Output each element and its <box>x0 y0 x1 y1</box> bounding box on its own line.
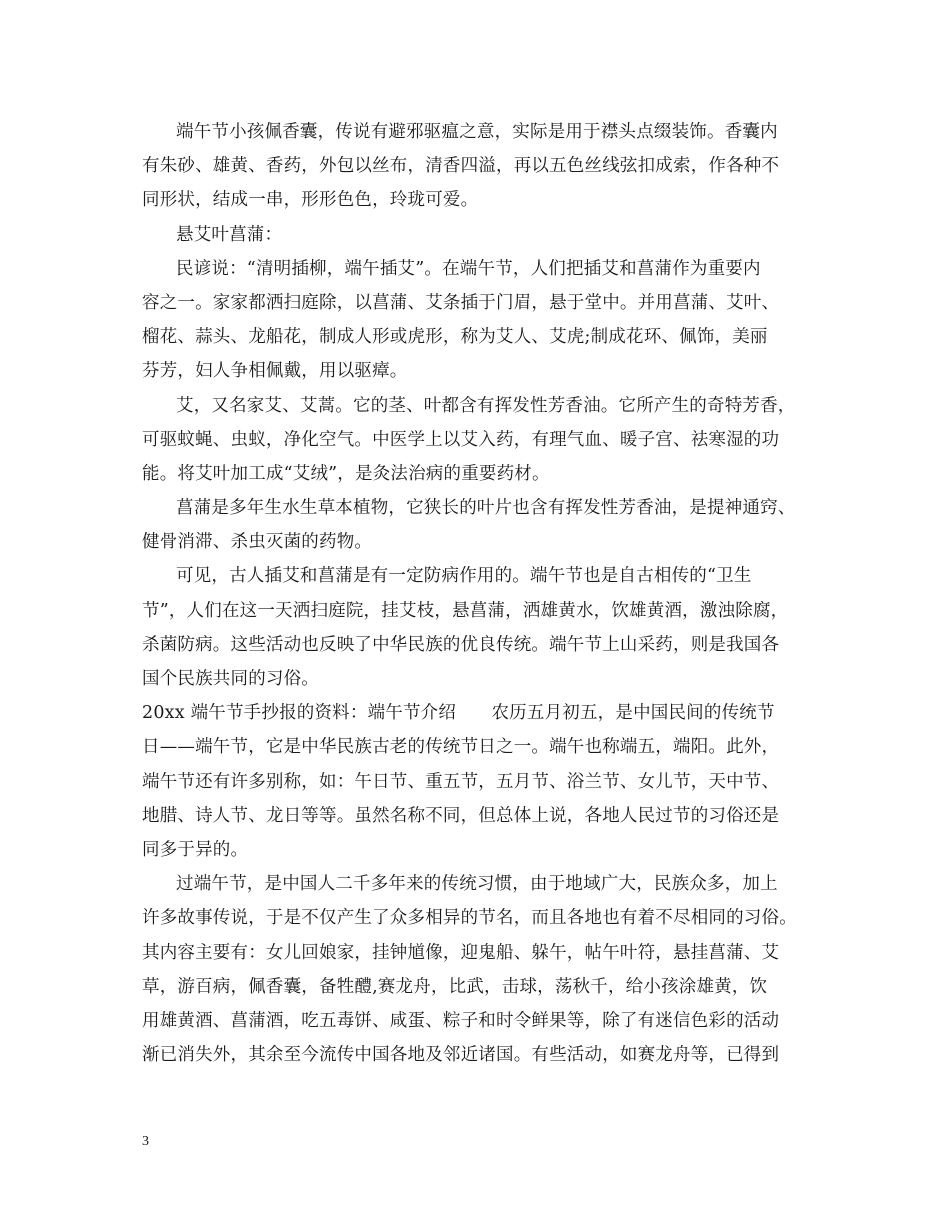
text-line: 许多故事传说，于是不仅产生了众多相异的节名，而且各地也有着不尽相同的习俗。 <box>142 908 797 929</box>
text-line: 芬芳，妇人争相佩戴，用以驱瘴。 <box>142 361 408 382</box>
text-line: 地腊、诗人节、龙日等等。虽然名称不同，但总体上说，各地人民过节的习俗还是 <box>142 805 780 826</box>
text-line: 艾，又名家艾、艾蒿。它的茎、叶都含有挥发性芳香油。它所产生的奇特芳香， <box>176 395 796 416</box>
text-line: 过端午节，是中国人二千多年来的传统习惯，由于地域广大，民族众多，加上 <box>176 874 778 895</box>
text-line: 日——端午节，它是中华民族古老的传统节日之一。端午也称端五，端阳。此外， <box>142 737 780 758</box>
text-line: 用雄黄酒、菖蒲酒，吃五毒饼、咸蛋、粽子和时令鲜果等，除了有迷信色彩的活动 <box>142 1010 780 1031</box>
text-line: 20xx 端午节手抄报的资料：端午节介绍 农历五月初五，是中国民间的传统节 <box>142 703 775 724</box>
text-line: 杀菌防病。这些活动也反映了中华民族的优良传统。端午节上山采药，则是我国各 <box>142 634 780 655</box>
text-line: 渐已消失外，其余至今流传中国各地及邻近诸国。有些活动，如赛龙舟等，已得到 <box>142 1045 780 1066</box>
text-line: 有朱砂、雄黄、香药，外包以丝布，清香四溢，再以五色丝线弦扣成索，作各种不 <box>142 156 780 177</box>
text-line: 民谚说：“清明插柳，端午插艾”。在端午节，人们把插艾和菖蒲作为重要内 <box>176 258 761 279</box>
text-line: 同形状，结成一串，形形色色，玲珑可爱。 <box>142 190 479 211</box>
text-line: 可见，古人插艾和菖蒲是有一定防病作用的。端午节也是自古相传的“卫生 <box>176 566 752 587</box>
text-line: 草，游百病，佩香囊，备牲醴,赛龙舟，比武，击球，荡秋千，给小孩涂雄黄，饮 <box>142 976 768 997</box>
text-line: 健骨消滞、杀虫灭菌的药物。 <box>142 532 373 553</box>
body-text <box>142 115 832 1072</box>
text-line: 节”，人们在这一天洒扫庭院，挂艾枝，悬菖蒲，洒雄黄水，饮雄黄酒，激浊除腐， <box>142 600 789 621</box>
text-line: 容之一。家家都洒扫庭除，以菖蒲、艾条插于门眉，悬于堂中。并用菖蒲、艾叶、 <box>142 292 780 313</box>
section-heading: 悬艾叶菖蒲： <box>176 224 283 245</box>
text-line: 能。将艾叶加工成“艾绒”，是灸法治病的重要药材。 <box>142 463 550 484</box>
text-line: 同多于异的。 <box>142 839 249 860</box>
text-line: 端午节小孩佩香囊，传说有避邪驱瘟之意，实际是用于襟头点缀装饰。香囊内 <box>176 122 778 142</box>
page-number: 3 <box>142 1134 149 1149</box>
text-line: 其内容主要有：女儿回娘家，挂钟馗像，迎鬼船、躲午，帖午叶符，悬挂菖蒲、艾 <box>142 942 780 963</box>
text-line: 端午节还有许多别称，如：午日节、重五节，五月节、浴兰节、女儿节，天中节、 <box>142 771 780 792</box>
text-line: 菖蒲是多年生水生草本植物，它狭长的叶片也含有挥发性芳香油，是提神通窍、 <box>176 498 796 519</box>
text-line: 榴花、蒜头、龙船花，制成人形或虎形，称为艾人、艾虎;制成花环、佩饰，美丽 <box>142 327 768 348</box>
text-line: 可驱蚊蝇、虫蚁，净化空气。中医学上以艾入药，有理气血、暖子宫、祛寒湿的功 <box>142 429 780 450</box>
text-line: 国个民族共同的习俗。 <box>142 669 319 689</box>
